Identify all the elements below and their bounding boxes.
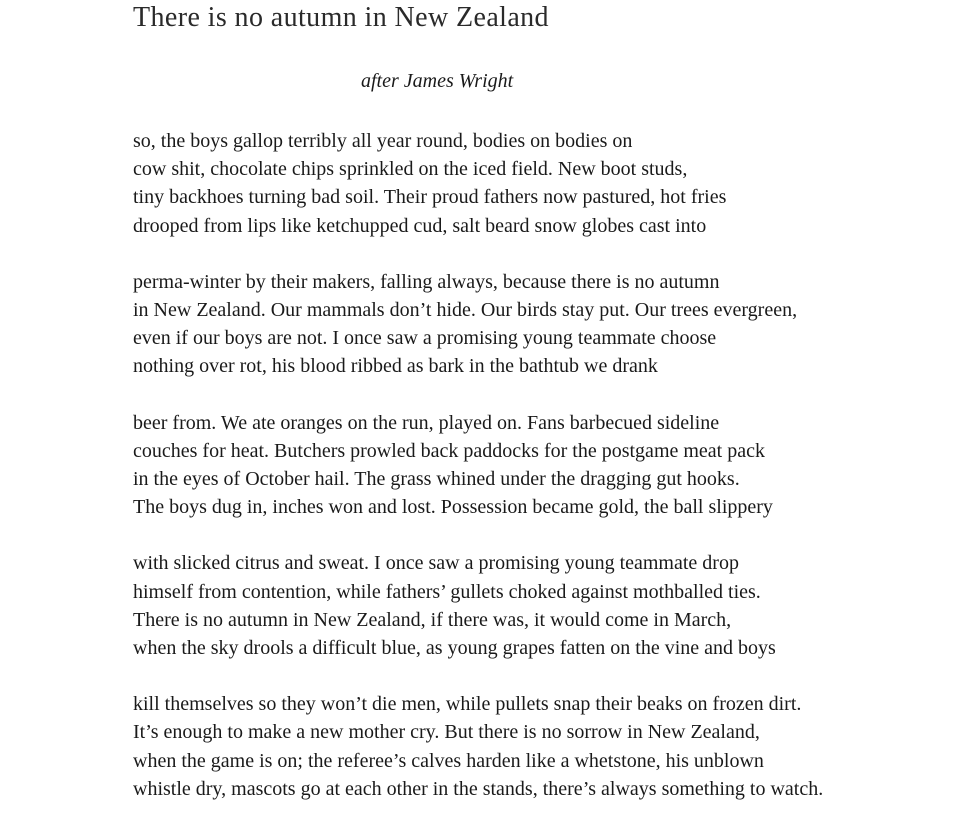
stanza (133, 127, 933, 240)
stanza (133, 690, 933, 803)
poem-title: There is no autumn in New Zealand (133, 2, 549, 33)
poem-line: perma-winter by their makers, falling always, because there is no autumn (133, 270, 720, 293)
stanza (133, 268, 933, 381)
poem-line: It’s enough to make a new mother cry. But there is no sorrow in New Zealand, (133, 721, 760, 744)
poem-epigraph: after James Wright (361, 70, 514, 92)
poem-line: in the eyes of October hail. The grass whined under the dragging gut hooks. (133, 468, 740, 491)
poem-line: with slicked citrus and sweat. I once saw a promising young teammate drop (133, 552, 739, 575)
poem-line: The boys dug in, inches won and lost. Possession became gold, the ball slippery (133, 496, 773, 519)
poem-line: beer from. We ate oranges on the run, played on. Fans barbecued sideline (133, 411, 720, 434)
poem-line: whistle dry, mascots go at each other in the stands, there’s always something to watch. (133, 777, 824, 800)
poem-line: nothing over rot, his blood ribbed as bark in the bathtub we drank (133, 355, 658, 378)
poem-line: cow shit, chocolate chips sprinkled on the iced field. New boot studs, (133, 158, 688, 181)
poem-line: when the game is on; the referee’s calves harden like a whetstone, his unblown (133, 749, 764, 772)
poem-line: couches for heat. Butchers prowled back paddocks for the postgame meat pack (133, 439, 765, 462)
poem-line: even if our boys are not. I once saw a promising young teammate choose (133, 327, 717, 350)
poem-line: himself from contention, while fathers’ gullets choked against mothballed ties. (133, 580, 761, 603)
stanza (133, 549, 933, 662)
poem-line: kill themselves so they won’t die men, while pullets snap their beaks on frozen dirt. (133, 693, 802, 716)
poem-line: tiny backhoes turning bad soil. Their proud fathers now pastured, hot fries (133, 186, 727, 209)
poem-line: so, the boys gallop terribly all year round, bodies on bodies on (133, 130, 633, 152)
poem-body (133, 127, 933, 831)
poem-line: drooped from lips like ketchupped cud, salt beard snow globes cast into (133, 214, 707, 237)
poem-line: when the sky drools a difficult blue, as young grapes fatten on the vine and boys (133, 637, 776, 660)
poem-line: in New Zealand. Our mammals don’t hide. Our birds stay put. Our trees evergreen, (133, 299, 798, 322)
poem-line: There is no autumn in New Zealand, if there was, it would come in March, (133, 608, 732, 631)
stanza (133, 409, 933, 522)
